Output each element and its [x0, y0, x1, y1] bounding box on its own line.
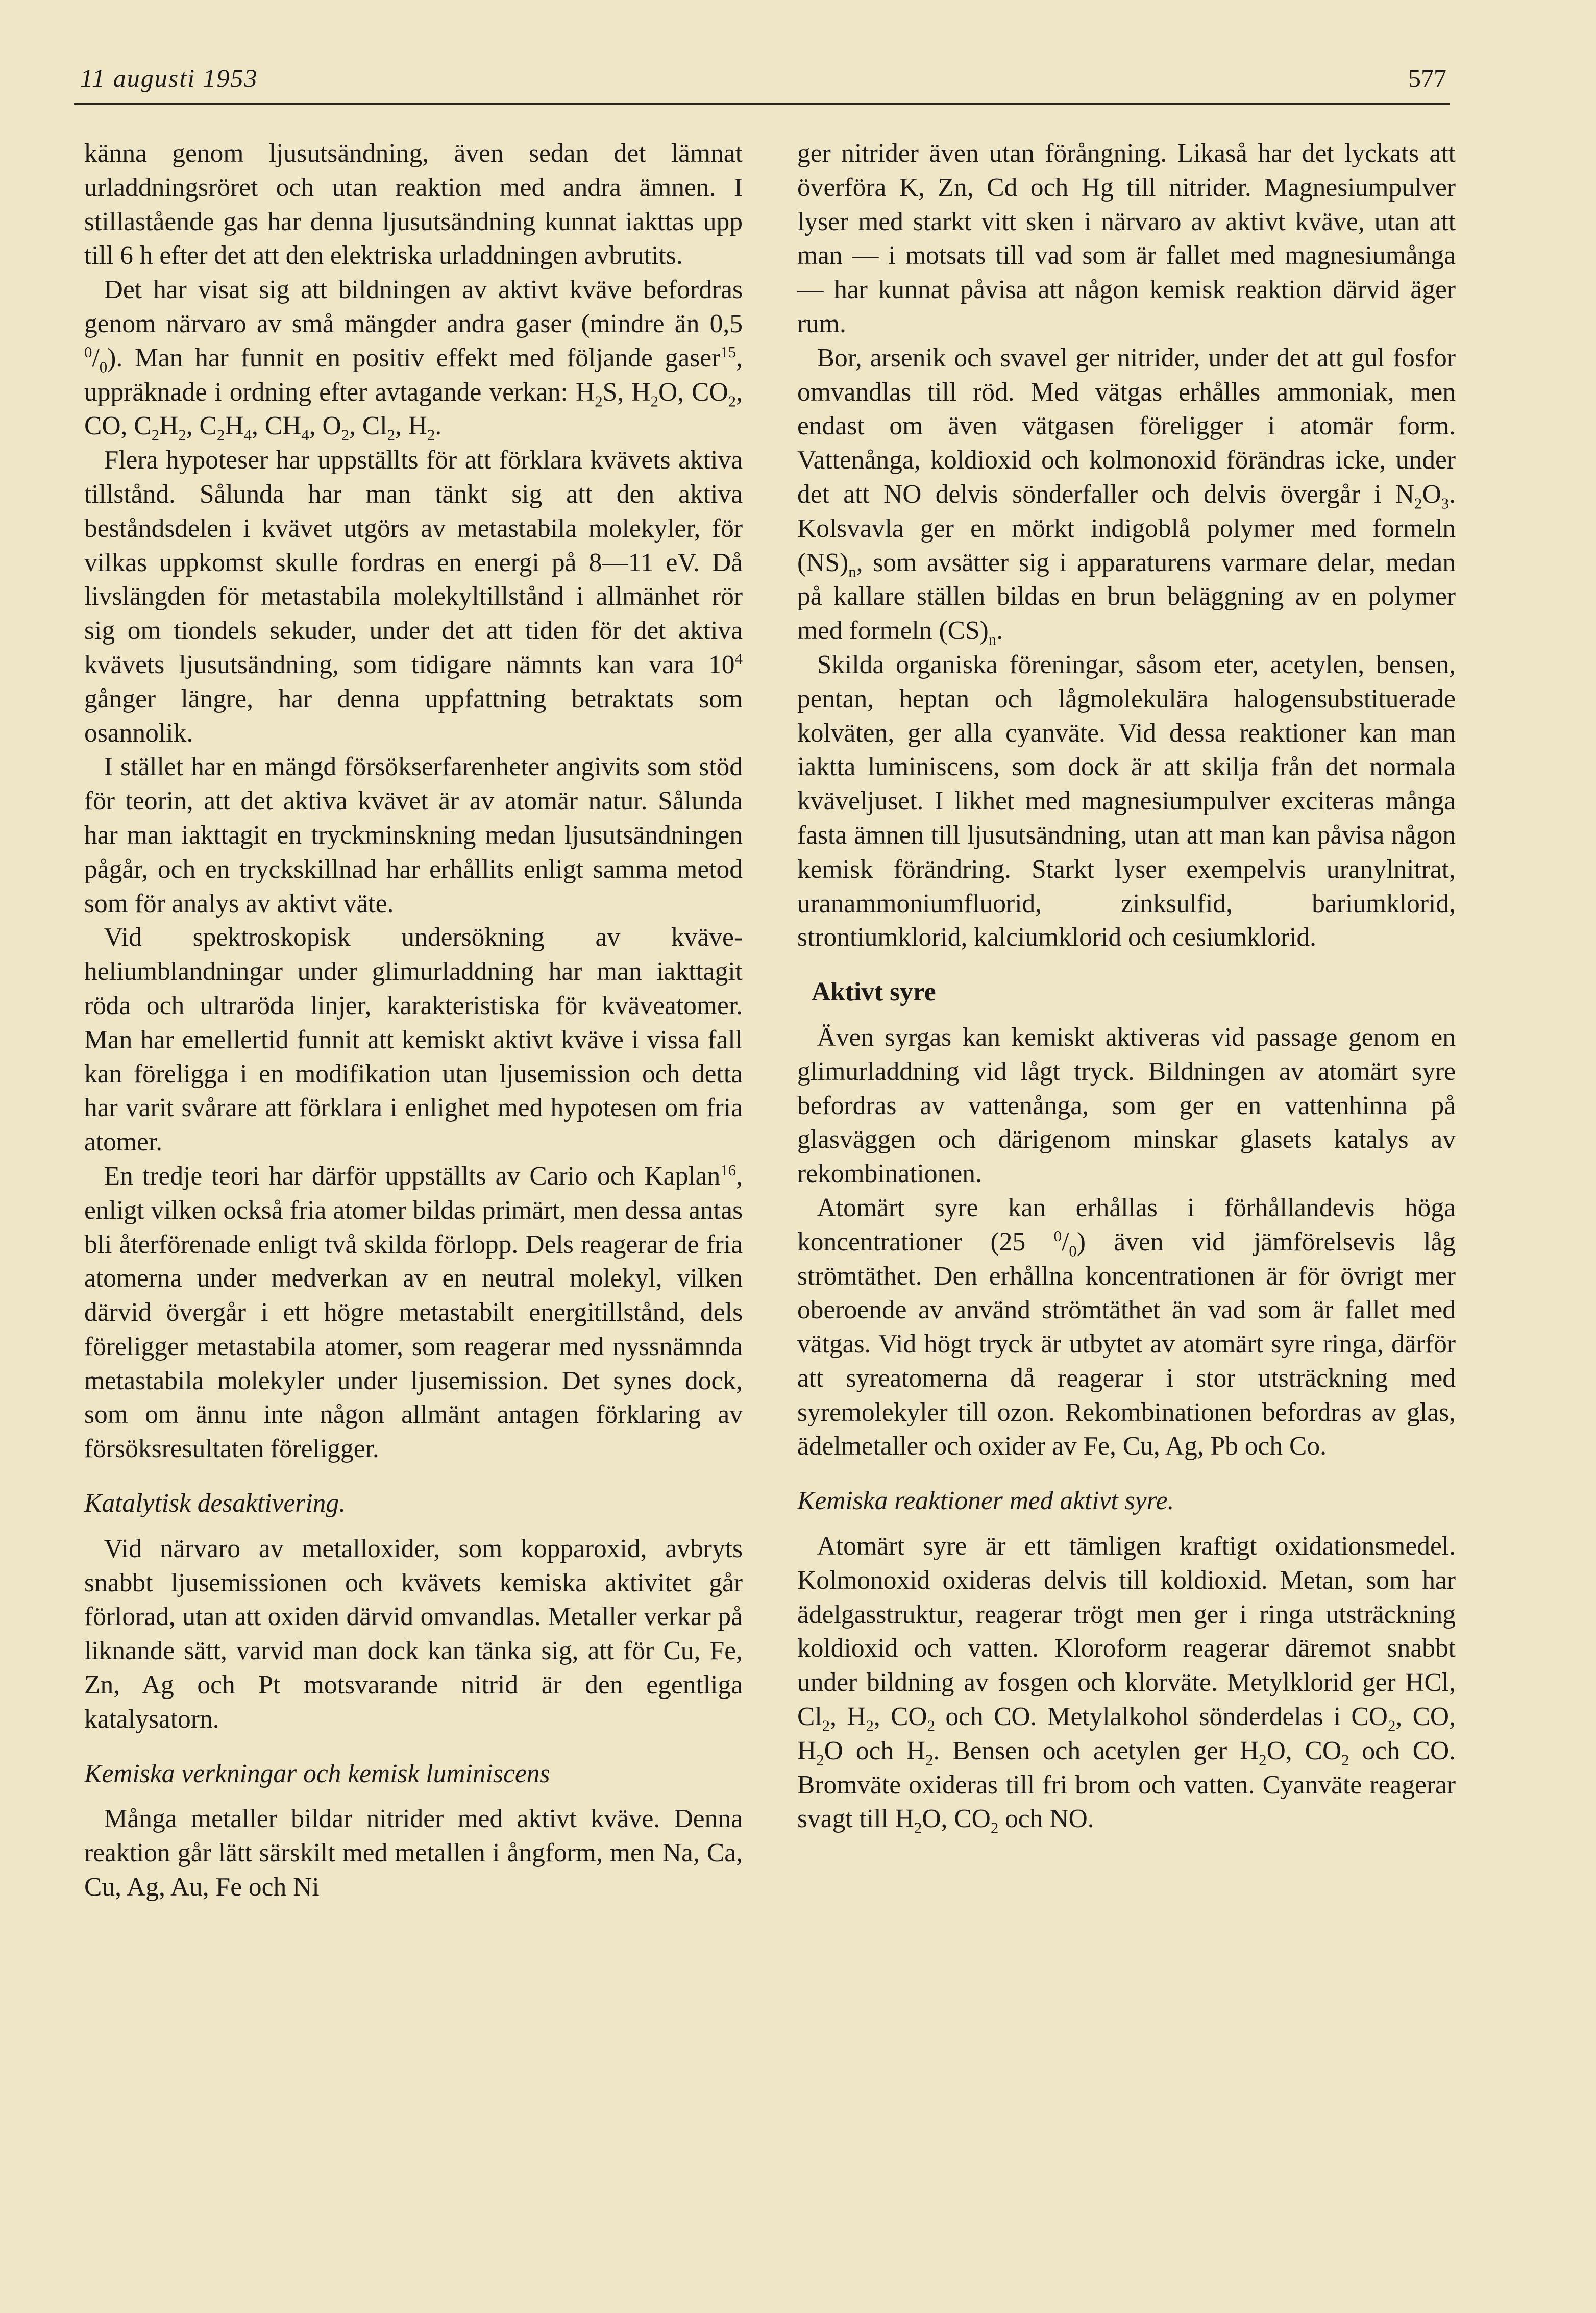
right-column [797, 137, 1456, 1836]
paragraph: Det har visat sig att bildningen av aktivt kväve befordras genom närvaro av små mängder andra gaser (mindre än 0,5 $^0/_0$). Man har funnit en positiv effekt med följande gaser$^{15}$, uppräknade i ordning efter avtagande verkan: $H_2S$, $H_2O$, $CO_2$, CO, $C_2H_2$, $C_2H_4$, $CH_4$, $O_2$, $Cl_2$, $H_2$. [84, 275, 743, 444]
running-head [74, 60, 1450, 105]
paragraph: Många metaller bildar nitrider med aktivt kväve. Denna reaktion går lätt särskilt med metallen i ångform, men Na, Ca, Cu, Ag, Au, Fe och Ni [84, 1804, 743, 1902]
paragraph: ger nitrider även utan förångning. Likaså har det lyckats att överföra K, Zn, Cd och Hg till nitrider. Magnesiumpulver lyser med starkt vitt sken i närvaro av aktivt kväve, utan att man — i motsats till vad som är fallet med magnesiumånga — har kunnat påvisa att någon kemisk reaktion därvid äger rum. [797, 139, 1456, 338]
section-heading: Katalytisk desaktivering. [84, 1489, 346, 1518]
paragraph: Bor, arsenik och svavel ger nitrider, under det att gul fosfor omvandlas till röd. Med vätgas erhålles ammoniak, men endast om även vätgasen föreligger i atomär form. Vattenånga, koldioxid och kolmonoxid förändras icke, under det att NO delvis sönderfaller och delvis övergår i $N_2O_3$. Kolsvavla ger en mörkt indigoblå polymer med formeln $(NS)_n$, som avsätter sig i apparaturens varmare delar, medan på kallare ställen bildas en brun beläggning av en polymer med formeln $(CS)_n$. [797, 343, 1456, 649]
left-column [84, 137, 743, 1905]
section-heading: Kemiska reaktioner med aktivt syre. [797, 1486, 1174, 1516]
paragraph: känna genom ljusutsändning, även sedan det lämnat urladdningsröret och utan reaktion med andra ämnen. I stillastående gas har denna ljusutsändning kunnat iakttas upp till 6 h efter det att den elektriska urladdningen avbrutits. [84, 139, 743, 270]
paragraph: Atomärt syre är ett tämligen kraftigt oxidationsmedel. Kolmonoxid oxideras delvis till koldioxid. Metan, som har ädelgasstruktur, reagerar trögt men ger i ringa utsträckning koldioxid och vatten. Kloroform reagerar däremot snabbt under bildning av fosgen och klorväte. Metylklorid ger HCl, $Cl_2$, $H_2$, $CO_2$ och CO. Metylalkohol sönderdelas i $CO_2$, CO, $H_2O$ och $H_2$. Bensen och acetylen ger $H_2O$, $CO_2$ och CO. Bromväte oxideras till fri brom och vatten. Cyanväte reagerar svagt till $H_2O$, $CO_2$ och NO. [797, 1532, 1456, 1837]
page-number: 577 [1408, 64, 1446, 92]
section-heading: Kemiska verkningar och kemisk luminiscens [84, 1759, 550, 1788]
paragraph: Flera hypoteser har uppställts för att förklara kvävets aktiva tillstånd. Sålunda har man tänkt sig att den aktiva beståndsdelen i kvävet utgörs av metastabila molekyler, för vilkas uppkomst skulle fordras en energi på 8—11 eV. Då livslängden för metastabila molekyltillstånd i allmänhet rör sig om tiondels sekuder, under det att tiden för det aktiva kvävets ljusutsändning, som tidigare nämnts kan vara $10^4$ gånger längre, har denna uppfattning betraktats som osannolik. [84, 446, 743, 748]
paragraph: En tredje teori har därför uppställts av Cario och Kaplan$^{16}$, enligt vilken också fria atomer bildas primärt, men dessa antas bli återförenade enligt två skilda förlopp. Dels reagerar de fria atomerna under medverkan av en neutral molekyl, vilken därvid övergår i ett högre metastabilt energitillstånd, dels föreligger metastabila atomer, som reagerar med nyssnämnda metastabila molekyler under ljusemission. Det synes dock, som om ännu inte någon allmänt antagen förklaring av försöksresultaten föreligger. [84, 1161, 743, 1464]
paragraph: Vid närvaro av metalloxider, som kopparoxid, avbryts snabbt ljusemissionen och kvävets kemiska aktivitet går förlorad, utan att oxiden därvid omvandlas. Metaller verkar på liknande sätt, varvid man dock kan tänka sig, att för Cu, Fe, Zn, Ag och Pt motsvarande nitrid är den egentliga katalysatorn. [84, 1534, 743, 1734]
paragraph: Vid spektroskopisk undersökning av kväve-heliumblandningar under glimurladdning har man iakttagit röda och ultraröda linjer, karakteristiska för kväveatomer. Man har emellertid funnit att kemiskt aktivt kväve i vissa fall kan föreligga i en modifikation utan ljusemission och detta har varit svårare att förklara i enlighet med hypotesen om fria atomer. [84, 923, 743, 1157]
paragraph: Atomärt syre kan erhållas i förhållandevis höga koncentrationer (25 $^0/_0$) även vid jämförelsevis låg strömtäthet. Den erhållna koncentrationen är för övrigt mer oberoende av använd strömtäthet än vad som är fallet med vätgas. Vid högt tryck är utbytet av atomärt syre ringa, därför att syreatomerna då reagerar i stor utsträckning med syremolekyler till ozon. Rekombinationen befordras av glas, ädelmetaller och oxider av Fe, Cu, Ag, Pb och Co. [797, 1193, 1456, 1461]
issue-date: 11 augusti 1953 [80, 64, 258, 92]
paragraph: I stället har en mängd försökserfarenheter angivits som stöd för teorin, att det aktiva kvävet är av atomär natur. Sålunda har man iakttagit en tryckminskning medan ljusutsändningen pågår, och en tryckskillnad har erhållits enligt samma metod som för analys av aktivt väte. [84, 752, 743, 918]
section-heading: Aktivt syre [812, 977, 936, 1007]
paragraph: Även syrgas kan kemiskt aktiveras vid passage genom en glimurladdning vid lågt tryck. Bildningen av atomärt syre befordras av vattenånga, som ger en vattenhinna på glasväggen och därigenom minskar glasets katalys av rekombinationen. [797, 1022, 1456, 1189]
paragraph: Skilda organiska föreningar, såsom eter, acetylen, bensen, pentan, heptan och lågmolekulära halogensubstituerade kolväten, ger alla cyanväte. Vid dessa reaktioner kan man iaktta luminiscens, som dock är att skilja från det normala kväveljuset. I likhet med magnesiumpulver exciteras många fasta ämnen till ljusutsändning, utan att man kan påvisa någon kemisk förändring. Starkt lyser exempelvis uranylnitrat, uranammoniumfluorid, zinksulfid, bariumklorid, strontiumklorid, kalciumklorid och cesiumklorid. [797, 650, 1456, 952]
